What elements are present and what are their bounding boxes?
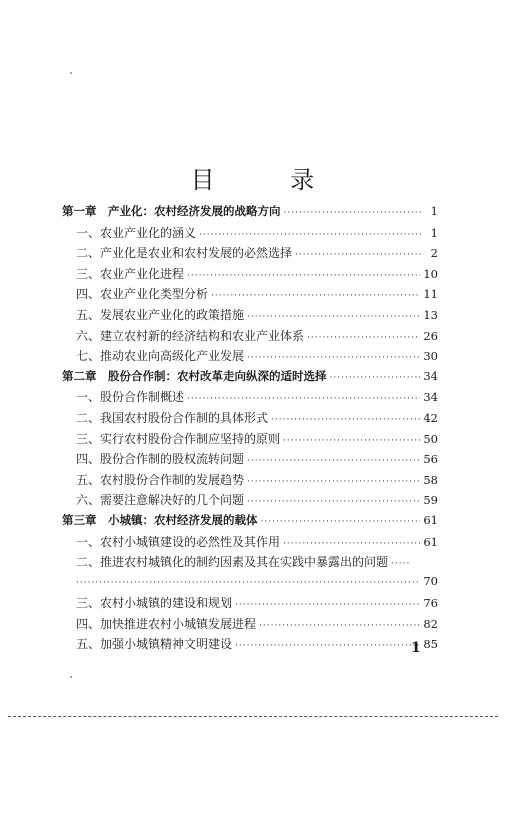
toc-entry-label: 二、产业化是农业和农村发展的必然选择 xyxy=(76,246,293,261)
toc-entry-label: 二、我国农村股份合作制的具体形式 xyxy=(76,410,269,425)
toc-entry-label: 一、农村小城镇建设的必然性及其作用 xyxy=(76,534,281,549)
toc-chapter xyxy=(62,203,438,224)
toc-leader-dots xyxy=(284,208,424,218)
toc-leader-dots xyxy=(391,559,409,569)
toc-entry xyxy=(62,615,438,636)
toc-leader-dots xyxy=(247,477,420,487)
toc-leader-dots xyxy=(330,373,421,383)
scan-speck xyxy=(70,72,72,74)
toc-entry-page: 58 xyxy=(423,472,438,487)
toc-leader-dots xyxy=(283,436,420,446)
toc-entry xyxy=(62,533,438,554)
toc-entry-label: 六、建立农村新的经济结构和农业产业体系 xyxy=(76,328,305,343)
toc-entry-page: 85 xyxy=(423,637,438,652)
toc-chapter-label: 第二章 股份合作制：农村改革走向纵深的适时选择 xyxy=(62,368,327,383)
scan-speck xyxy=(70,676,72,678)
toc-entry xyxy=(62,409,438,430)
toc-entry-page: 59 xyxy=(423,493,438,508)
toc-entry-page: 2 xyxy=(430,246,438,261)
toc-entry-label: 一、农业产业化的涵义 xyxy=(76,225,197,240)
page-number: 1 xyxy=(411,640,421,656)
page-title: 目 录 xyxy=(190,166,349,194)
toc-leader-dots xyxy=(211,291,420,301)
toc-chapter-label: 第一章 产业化：农村经济发展的战略方向 xyxy=(62,204,281,218)
toc-entry-label: 四、股份合作制的股权流转问题 xyxy=(76,452,245,467)
toc-entry xyxy=(62,594,438,615)
toc-entry-page: 34 xyxy=(423,368,438,383)
toc-leader-dots xyxy=(295,250,423,260)
toc-entry-page: 1 xyxy=(430,225,438,240)
toc-entry-page: 56 xyxy=(423,452,438,467)
toc-leader-dots xyxy=(235,600,420,610)
toc-entry-page: 10 xyxy=(423,266,438,281)
toc-chapter xyxy=(62,512,438,533)
toc-leader-dots xyxy=(247,456,420,466)
toc-entry xyxy=(62,224,438,245)
toc-chapter xyxy=(62,368,438,389)
toc-entry-label: 四、加快推进农村小城镇发展进程 xyxy=(76,616,257,631)
toc-entry-page: 61 xyxy=(423,534,438,549)
toc-leader-dots xyxy=(247,497,420,507)
toc-entry-page: 34 xyxy=(423,390,438,405)
table-of-contents xyxy=(62,203,438,656)
toc-entry-page: 26 xyxy=(423,328,438,343)
toc-leader-dots xyxy=(307,333,420,343)
toc-leader-dots xyxy=(247,312,420,322)
toc-leader-dots xyxy=(76,578,420,588)
toc-entry-page: 42 xyxy=(423,410,438,425)
toc-entry xyxy=(62,306,438,327)
toc-leader-dots xyxy=(235,641,420,651)
toc-entry xyxy=(62,553,438,574)
toc-leader-dots xyxy=(199,230,423,240)
toc-entry xyxy=(62,635,438,656)
toc-entry-label: 六、需要注意解决好的几个问题 xyxy=(76,493,245,508)
toc-leader-dots xyxy=(247,353,420,363)
toc-leader-dots xyxy=(261,517,421,527)
toc-entry-label: 五、农村股份合作制的发展趋势 xyxy=(76,472,245,487)
toc-entry xyxy=(62,471,438,492)
toc-entry-page: 13 xyxy=(423,307,438,322)
toc-entry-page: 82 xyxy=(423,616,438,631)
toc-entry-label: 三、农业产业化进程 xyxy=(76,266,185,281)
toc-entry-continuation xyxy=(62,574,438,595)
toc-chapter-label: 第三章 小城镇：农村经济发展的载体 xyxy=(62,512,258,527)
toc-entry xyxy=(62,285,438,306)
toc-entry-label: 七、推动农业向高级化产业发展 xyxy=(76,349,245,364)
toc-leader-dots xyxy=(187,394,420,404)
toc-entry-page: 76 xyxy=(423,596,438,611)
toc-leader-dots xyxy=(259,621,420,631)
toc-leader-dots xyxy=(283,539,420,549)
toc-entry xyxy=(62,265,438,286)
toc-entry xyxy=(62,347,438,368)
toc-entry xyxy=(62,327,438,348)
toc-entry xyxy=(62,450,438,471)
toc-entry-label: 三、实行农村股份合作制应坚持的原则 xyxy=(76,431,281,446)
toc-entry-label: 四、农业产业化类型分析 xyxy=(76,287,209,302)
toc-leader-dots xyxy=(187,271,420,281)
toc-entry-page: 11 xyxy=(423,287,438,302)
toc-entry-page: 61 xyxy=(423,512,438,527)
bottom-rule xyxy=(8,716,498,717)
toc-entry xyxy=(62,491,438,512)
toc-entry-page: 1 xyxy=(430,204,438,218)
toc-entry xyxy=(62,430,438,451)
toc-leader-dots xyxy=(271,415,420,425)
toc-entry-label: 二、推进农村城镇化的制约因素及其在实践中暴露出的问题 xyxy=(76,555,389,570)
toc-entry xyxy=(62,388,438,409)
toc-entry-label: 一、股份合作制概述 xyxy=(76,390,185,405)
toc-entry-label: 三、农村小城镇的建设和规划 xyxy=(76,596,233,611)
toc-entry-label: 五、加强小城镇精神文明建设 xyxy=(76,637,233,652)
toc-entry-page: 70 xyxy=(423,573,438,588)
toc-entry xyxy=(62,244,438,265)
toc-entry-label: 五、发展农业产业化的政策措施 xyxy=(76,307,245,322)
toc-entry-page: 50 xyxy=(423,431,438,446)
toc-entry-page: 30 xyxy=(423,349,438,364)
